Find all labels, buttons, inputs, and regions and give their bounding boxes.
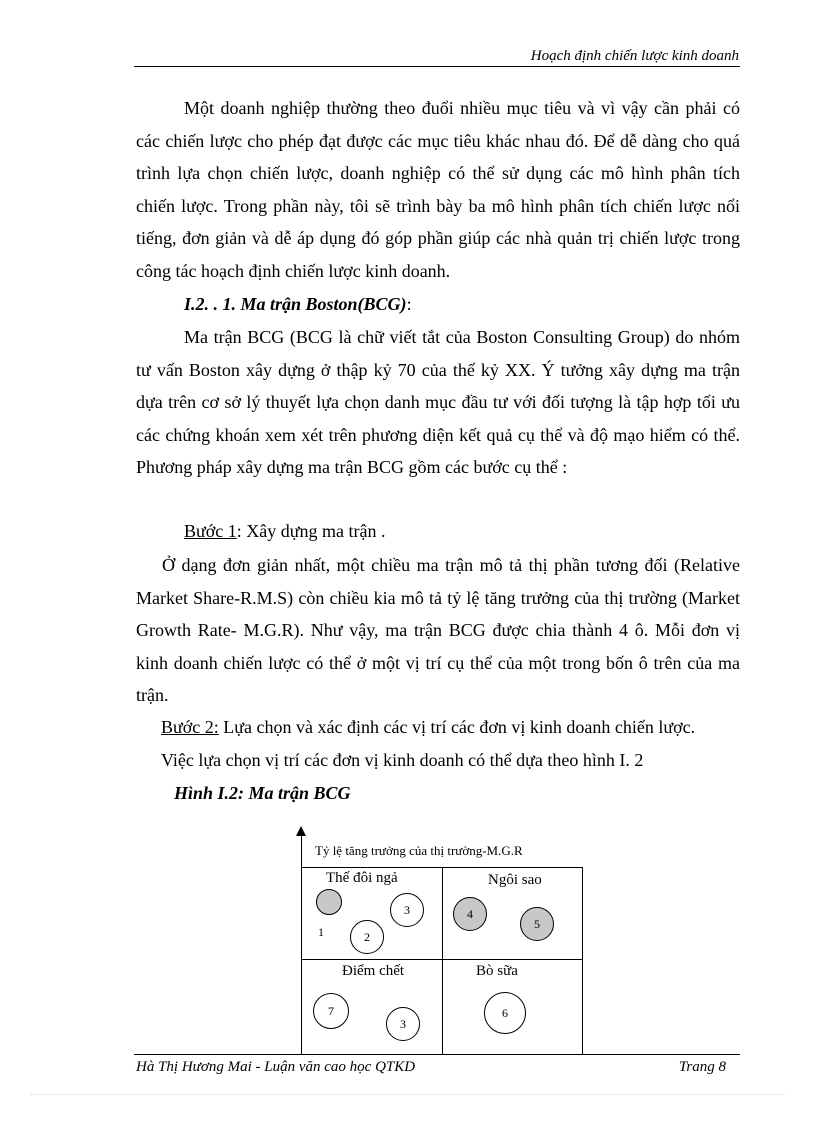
bubble-5: 5 — [520, 907, 554, 941]
paragraph-figure-ref: Việc lựa chọn vị trí các đơn vị kinh doanh có thể dựa theo hình I. 2 — [161, 750, 644, 770]
footer-rule — [134, 1054, 740, 1055]
page-edge-divider — [30, 1094, 786, 1095]
section-heading-text: I.2. . 1. Ma trận Boston(BCG) — [184, 294, 407, 314]
bubble-3-dog: 3 — [386, 1007, 420, 1041]
step-2-text: Lựa chọn và xác định các vị trí các đơn vị kinh doanh chiến lược. — [218, 717, 696, 737]
quadrant-star: Ngôi sao — [488, 872, 542, 888]
y-axis-arrow-icon — [296, 826, 306, 836]
matrix-vertical-divider — [442, 867, 443, 1054]
matrix-horizontal-divider — [301, 959, 583, 960]
section-heading — [184, 292, 412, 316]
bubble-unlabeled — [316, 889, 342, 915]
bubble-4: 4 — [453, 897, 487, 931]
step-2 — [161, 715, 695, 739]
quadrant-cash-cow: Bò sữa — [476, 963, 518, 979]
header-rule — [134, 66, 740, 67]
paragraph-dimensions: Ở dạng đơn giản nhất, một chiều ma trận mô tả thị phần tương đối (Relative Market Share-R.M.S) còn chiều kia mô tả tỷ lệ tăng trưởng của thị trường (Market Growth Rate- M.G.R). Như vậy, ma trận BCG được chia thành 4 ô. Mỗi đơn vị kinh doanh chiến lược có thể ở một vị trí cụ thể của một trong bốn ô trên của ma trận. — [136, 555, 740, 706]
page-number: Trang 8 — [678, 1059, 726, 1075]
paragraph-bcg: Ma trận BCG (BCG là chữ viết tắt của Boston Consulting Group) do nhóm tư vấn Boston xây dựng ở thập kỷ 70 của thế kỷ XX. Ý tưởng xây dựng ma trận dựa trên cơ sở lý thuyết lựa chọn danh mục đầu tư với đối tượng là tập hợp tối ưu các chứng khoán xem xét trên phương diện kết quả cụ thể và độ mạo hiểm có thể. Phương pháp xây dựng ma trận BCG gồm các bước cụ thể : — [136, 327, 740, 478]
paragraph-intro: Một doanh nghiệp thường theo đuổi nhiều mục tiêu và vì vậy cần phải có các chiến lược cho phép đạt được các mục tiêu khác nhau đó. Để dễ dàng cho quá trình lựa chọn chiến lược, doanh nghiệp có thể sử dụng các mô hình phân tích chiến lược. Trong phần này, tôi sẽ trình bày ba mô hình phân tích chiến lược nổi tiếng, đơn giản và dễ áp dụng đó góp phần giúp các nhà quản trị chiến lược trong công tác hoạch định chiến lược kinh doanh. — [136, 98, 740, 281]
step-1-label: Bước 1 — [184, 521, 237, 541]
section-heading-colon: : — [406, 294, 412, 314]
step-1-text: : Xây dựng ma trận . — [236, 521, 386, 541]
bubble-7: 7 — [313, 993, 349, 1029]
bubble-6: 6 — [484, 992, 526, 1034]
step-1 — [184, 519, 386, 543]
quadrant-dog: Điểm chết — [342, 963, 405, 979]
bubble-3-question: 3 — [390, 893, 424, 927]
y-axis-label: Tỷ lệ tăng trưởng của thị trường-M.G.R — [315, 843, 523, 858]
step-2-label: Bước 2: — [161, 717, 219, 737]
figure-caption: Hình I.2: Ma trận BCG — [174, 783, 351, 803]
bubble-2: 2 — [350, 920, 384, 954]
bubble-1-label: 1 — [318, 925, 324, 939]
footer-author: Hà Thị Hương Mai - Luận văn cao học QTKD — [136, 1059, 416, 1075]
running-header: Hoạch định chiến lược kinh doanh — [530, 48, 739, 64]
quadrant-question-mark: Thế đôi ngả — [326, 870, 398, 886]
